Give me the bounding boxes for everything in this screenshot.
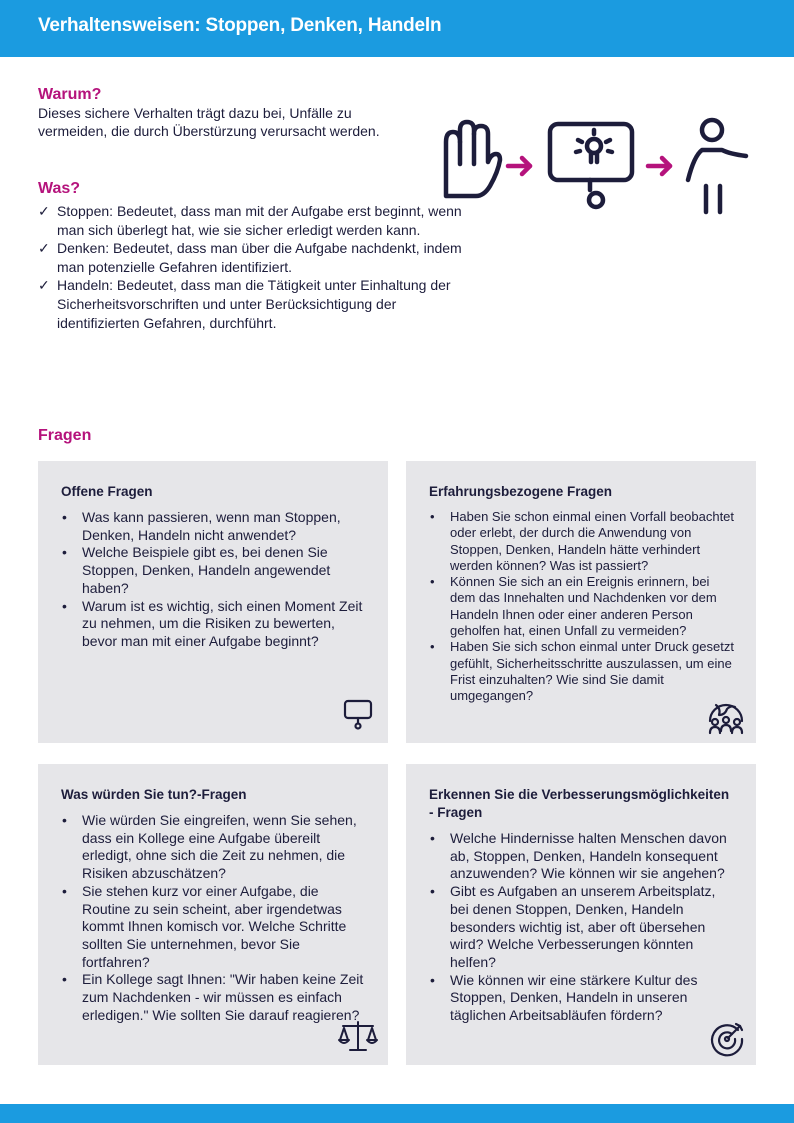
question-item: • Haben Sie schon einmal einen Vorfall beobachtet oder erlebt, der durch die Anwendung von Stoppen, Denken, Handeln hätte verhindert werden können? Was ist passiert?	[440, 509, 736, 574]
checkmark-icon: ✓	[38, 277, 50, 294]
card-title: Offene Fragen	[61, 484, 153, 499]
question-card-offene-fragen	[38, 461, 388, 743]
check-item-text: Handeln: Bedeutet, dass man die Tätigkeit unter Einhaltung der Sicherheitsvorschriften und unter Berücksichtigung der identifizierten Gefahren, durchführt.	[57, 277, 451, 331]
check-item	[38, 239, 478, 276]
target-icon	[708, 1020, 746, 1058]
card-title: Was würden Sie tun?-Fragen	[61, 787, 247, 802]
checkmark-icon: ✓	[38, 240, 50, 257]
lightbulb-screen-icon	[550, 124, 632, 207]
question-item: • Warum ist es wichtig, sich einen Moment Zeit zu nehmen, um die Risiken zu bewerten, bevor man mit einer Aufgabe beginnt?	[72, 598, 368, 651]
hand-stop-icon	[446, 122, 500, 196]
question-card-verbesserungsmoeglichkeiten	[406, 764, 756, 1065]
check-item-text: Denken: Bedeutet, dass man über die Aufgabe nachdenkt, indem man potenzielle Gefahren identifiziert.	[57, 240, 462, 275]
card-title: Erfahrungsbezogene Fragen	[429, 484, 613, 499]
warum-text: Dieses sichere Verhalten trägt dazu bei, Unfälle zu vermeiden, die durch Überstürzung verursacht werden.	[38, 105, 380, 139]
question-card-erfahrungsbezogene-fragen	[406, 461, 756, 743]
globe-people-icon	[705, 695, 747, 737]
stop-think-act-illustration	[436, 114, 756, 218]
speech-bubble-icon	[341, 697, 375, 731]
question-item: • Wie können wir eine stärkere Kultur des Stoppen, Denken, Handeln in unseren täglichen Arbeitsabläufen fördern?	[440, 972, 736, 1025]
header-bar	[0, 0, 794, 57]
question-item: • Gibt es Aufgaben an unserem Arbeitsplatz, bei denen Stoppen, Denken, Handeln besonders wichtig ist, aber oft übersehen wird? Welche Verbesserungen könnten helfen?	[440, 883, 736, 972]
question-item: • Können Sie sich an ein Ereignis erinnern, bei dem das Innehalten und Nachdenken vor dem Handeln Ihnen oder einer anderen Person geholfen hat, einen Unfall zu vermeiden?	[440, 574, 736, 639]
check-item	[38, 276, 478, 332]
checkmark-icon: ✓	[38, 203, 50, 219]
question-item: • Welche Hindernisse halten Menschen davon ab, Stoppen, Denken, Handeln konsequent anzuwenden? Wie können wir sie angehen?	[440, 830, 736, 883]
question-list	[429, 830, 736, 1025]
arrow-right-icon	[648, 158, 670, 174]
warum-heading: Warum?	[38, 86, 102, 103]
question-item: • Welche Beispiele gibt es, bei denen Sie Stoppen, Denken, Handeln angewendet haben?	[72, 544, 368, 597]
question-item: • Sie stehen kurz vor einer Aufgabe, die Routine zu sein scheint, aber irgendetwas kommt Ihnen komisch vor. Welche Schritte sollten Sie unternehmen, bevor Sie fortfahren?	[72, 883, 368, 972]
person-icon	[688, 120, 746, 212]
scales-icon	[338, 1018, 378, 1054]
arrow-right-icon	[508, 158, 530, 174]
question-card-was-wuerden-sie-tun	[38, 764, 388, 1065]
question-list	[429, 509, 736, 705]
fragen-heading: Fragen	[38, 427, 92, 444]
question-item: • Wie würden Sie eingreifen, wenn Sie sehen, dass ein Kollege eine Aufgabe übereilt erledigt, ohne sich die Zeit zu nehmen, die Risiken abzuschätzen?	[72, 812, 368, 883]
question-item: • Haben Sie sich schon einmal unter Druck gesetzt gefühlt, Sicherheitsschritte auszulassen, um eine Frist einzuhalten? Wie sind Sie damit umgegangen?	[440, 639, 736, 704]
check-item	[38, 202, 478, 239]
question-item: • Ein Kollege sagt Ihnen: "Wir haben keine Zeit zum Nachdenken - wir müssen es einfach erledigen." Wie sollten Sie darauf reagieren?	[72, 971, 368, 1024]
page-title: Verhaltensweisen: Stoppen, Denken, Handeln	[38, 15, 442, 36]
question-list	[61, 509, 368, 651]
was-checklist	[38, 202, 478, 332]
card-title: Erkennen Sie die Verbesserungsmöglichkeiten - Fragen	[429, 787, 730, 820]
was-heading: Was?	[38, 180, 81, 197]
question-item: • Was kann passieren, wenn man Stoppen, Denken, Handeln nicht anwendet?	[72, 509, 368, 544]
check-item-text: Stoppen: Bedeutet, dass man mit der Aufgabe erst beginnt, wenn man sich überlegt hat, wie sie sicher erledigt werden kann.	[57, 203, 462, 238]
question-list	[61, 812, 368, 1024]
footer-bar	[0, 1104, 794, 1123]
